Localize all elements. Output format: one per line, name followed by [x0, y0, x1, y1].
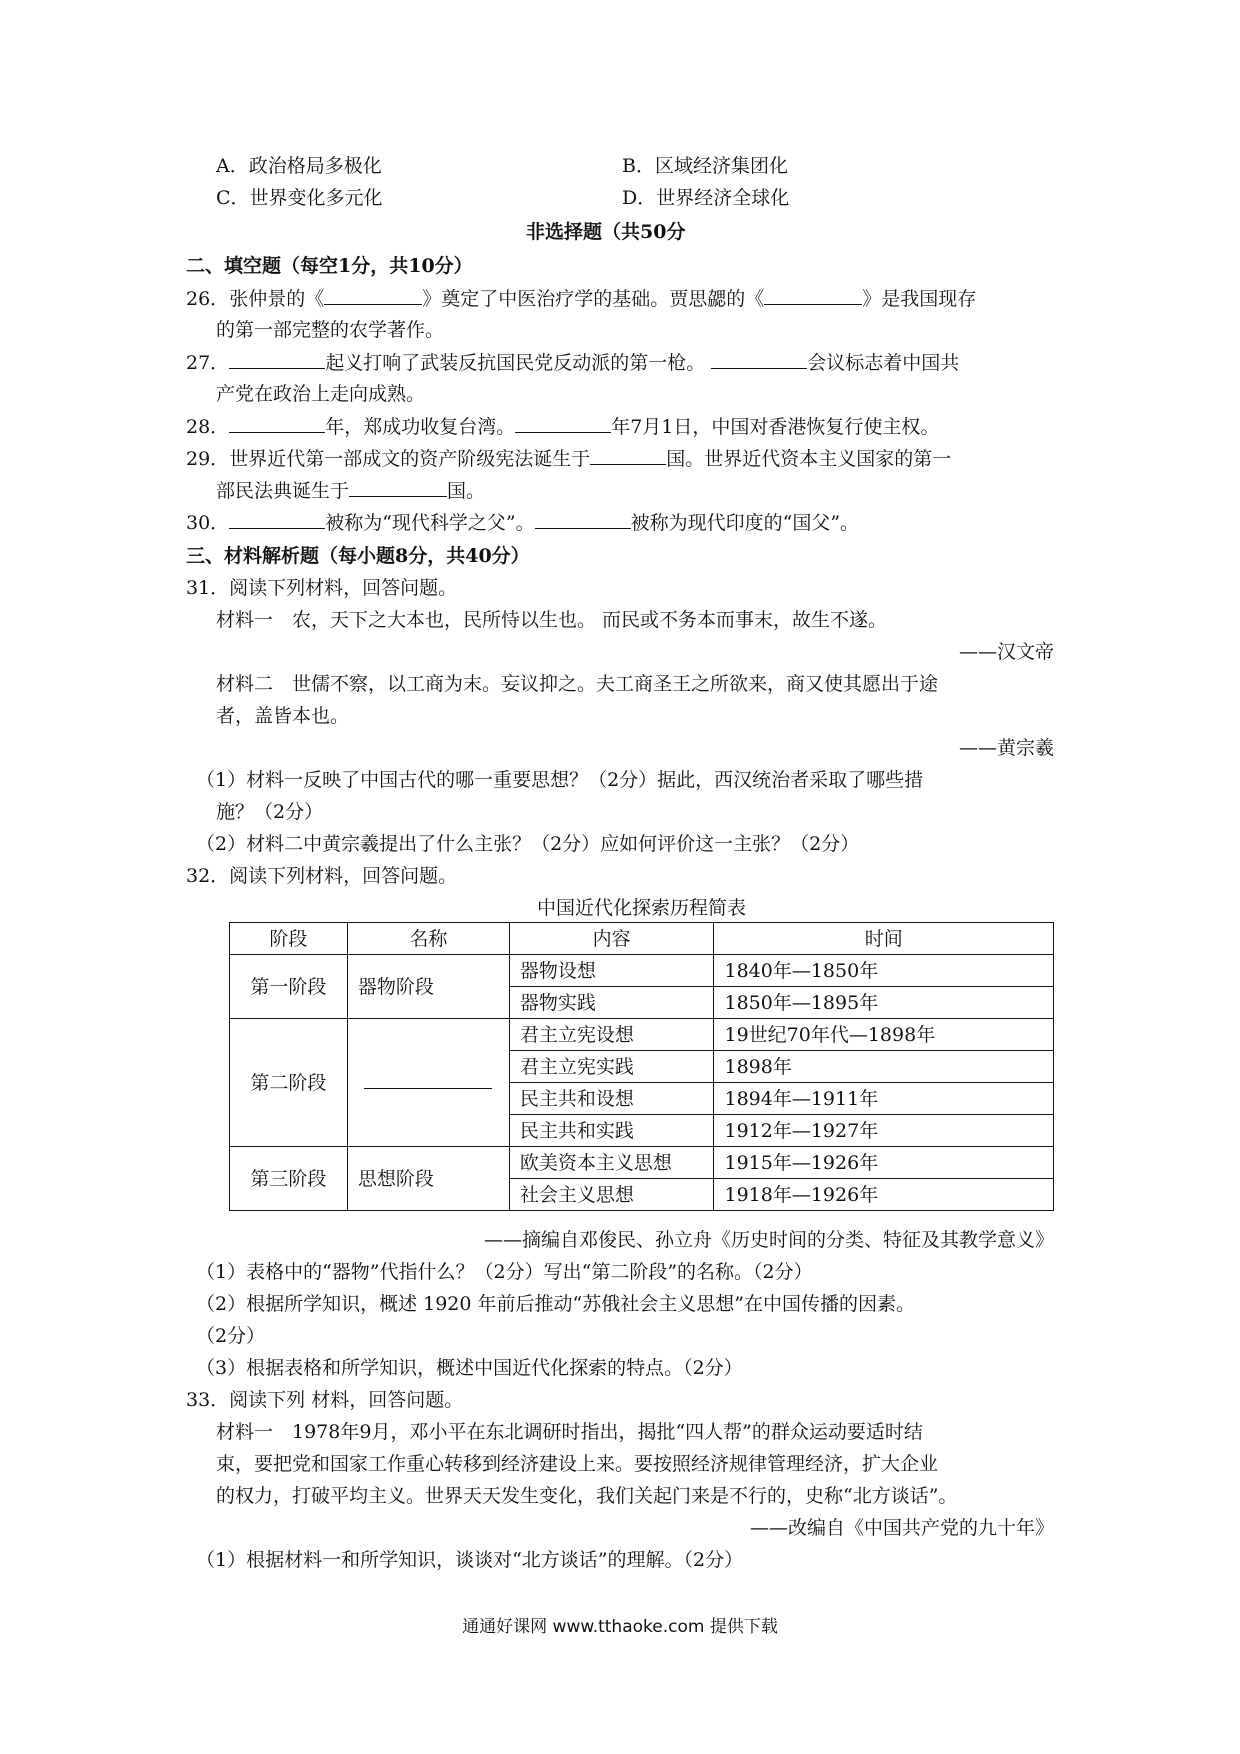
- question-26: 26．张仲景的《 》奠定了中医治疗学的基础。贾思勰的《 》是我国现存: [186, 284, 976, 313]
- time-cell: 1894年—1911年: [714, 1083, 1054, 1115]
- blank[interactable]: [229, 412, 325, 433]
- blank[interactable]: [229, 348, 325, 369]
- content-cell: 器物实践: [509, 987, 714, 1019]
- header-cell: 内容: [509, 923, 714, 955]
- time-cell: 1918年—1926年: [714, 1179, 1054, 1211]
- q33-material-1-source: ——改编自《中国共产党的九十年》: [749, 1517, 1054, 1539]
- blank[interactable]: [229, 508, 325, 529]
- blank[interactable]: [535, 508, 631, 529]
- blank[interactable]: [515, 412, 611, 433]
- time-cell: 1898年: [714, 1051, 1054, 1083]
- q32-sub-2: （2）根据所学知识，概述 1920 年前后推动“苏俄社会主义思想”在中国传播的因素。: [196, 1293, 915, 1315]
- q31-sub-1-line2: 施？（2分）: [216, 801, 324, 823]
- q33-sub-1: （1）根据材料一和所学知识，谈谈对“北方谈话”的理解。（2分）: [196, 1549, 744, 1571]
- q31-material-2-source: ——黄宗羲: [958, 737, 1054, 759]
- option-d: D．世界经济全球化: [622, 187, 790, 209]
- stage-cell: 第三阶段: [230, 1147, 348, 1211]
- content-cell: 民主共和实践: [509, 1115, 714, 1147]
- history-table: [229, 922, 1054, 1211]
- header-cell: 阶段: [230, 923, 348, 955]
- blank[interactable]: [764, 284, 862, 305]
- question-29: 29．世界近代第一部成文的资产阶级宪法诞生于 国。世界近代资本主义国家的第一: [186, 444, 951, 473]
- question-31-stem: 31．阅读下列材料，回答问题。: [186, 577, 458, 599]
- blank[interactable]: [711, 348, 807, 369]
- q33-material-1-line2: 束，要把党和国家工作重心转移到经济建设上来。要按照经济规律管理经济，扩大企业: [216, 1453, 939, 1475]
- name-cell: 思想阶段: [347, 1147, 509, 1211]
- q33-material-1-line3: 的权力，打破平均主义。世界天天发生变化，我们关起门来是不行的，史称“北方谈话”。: [216, 1485, 958, 1507]
- time-cell: 1840年—1850年: [714, 955, 1054, 987]
- question-26-line2: 的第一部完整的农学著作。: [216, 319, 445, 341]
- blank[interactable]: [590, 444, 666, 465]
- q31-sub-1: （1）材料一反映了中国古代的哪一重要思想？（2分）据此，西汉统治者采取了哪些措: [196, 769, 924, 791]
- name-cell: 器物阶段: [347, 955, 509, 1019]
- q32-sub-2-line2: （2分）: [196, 1325, 266, 1347]
- q32-sub-3: （3）根据表格和所学知识，概述中国近代化探索的特点。（2分）: [196, 1357, 743, 1379]
- time-cell: 1915年—1926年: [714, 1147, 1054, 1179]
- question-27-line2: 产党在政治上走向成熟。: [216, 383, 426, 405]
- q31-material-1: 材料一 农，天下之大本也，民所恃以生也。 而民或不务本而事末，故生不遂。: [216, 609, 888, 631]
- content-cell: 民主共和设想: [509, 1083, 714, 1115]
- option-b: B．区域经济集团化: [622, 155, 788, 177]
- header-cell: 时间: [714, 923, 1054, 955]
- question-29-line2: 部民法典诞生于 国。: [216, 476, 485, 505]
- time-cell: 1912年—1927年: [714, 1115, 1054, 1147]
- option-c: C．世界变化多元化: [216, 187, 383, 209]
- table-source: ——摘编自邓俊民、孙立舟《历史时间的分类、特征及其教学意义》: [483, 1229, 1054, 1251]
- table-row: [230, 1147, 1054, 1179]
- stage-cell: 第一阶段: [230, 955, 348, 1019]
- table-header-row: [230, 923, 1054, 955]
- question-32-stem: 32．阅读下列材料，回答问题。: [186, 865, 458, 887]
- fill-section-title: 二、填空题（每空1分，共10分）: [186, 255, 473, 277]
- question-33-stem: 33．阅读下列 材料，回答问题。: [186, 1389, 464, 1411]
- name-blank-cell[interactable]: [347, 1019, 509, 1147]
- blank[interactable]: [364, 1074, 492, 1089]
- table-title: 中国近代化探索历程简表: [536, 897, 746, 919]
- stage-cell: 第二阶段: [230, 1019, 348, 1147]
- part-heading: 非选择题（共50分: [526, 221, 686, 243]
- option-a: A．政治格局多极化: [216, 155, 382, 177]
- question-30: 30． 被称为“现代科学之父”。 被称为现代印度的“国父”。: [186, 508, 859, 537]
- q31-material-2: 材料二 世儒不察，以工商为末。妄议抑之。夫工商圣王之所欲来，商又使其愿出于途: [216, 673, 939, 695]
- content-cell: 器物设想: [509, 955, 714, 987]
- table-row: [230, 955, 1054, 987]
- material-section-title: 三、材料解析题（每小题8分，共40分）: [186, 545, 530, 567]
- time-cell: 19世纪70年代—1898年: [714, 1019, 1054, 1051]
- time-cell: 1850年—1895年: [714, 987, 1054, 1019]
- footer: 通通好课网 www.tthaoke.com 提供下载: [462, 1617, 778, 1637]
- header-cell: 名称: [347, 923, 509, 955]
- question-27: 27． 起义打响了武装反抗国民党反动派的第一枪。 会议标志着中国共: [186, 348, 959, 377]
- q31-sub-2: （2）材料二中黄宗羲提出了什么主张？（2分）应如何评价这一主张？（2分）: [196, 833, 860, 855]
- content-cell: 君主立宪设想: [509, 1019, 714, 1051]
- content-cell: 欧美资本主义思想: [509, 1147, 714, 1179]
- q31-material-1-source: ——汉文帝: [958, 641, 1054, 663]
- q32-sub-1: （1）表格中的“器物”代指什么？（2分）写出“第二阶段”的名称。（2分）: [196, 1261, 813, 1283]
- table-row: [230, 1019, 1054, 1051]
- q33-material-1: 材料一 1978年9月，邓小平在东北调研时指出，揭批“四人帮”的群众运动要适时结: [216, 1421, 923, 1443]
- q31-material-2-line2: 者，盖皆本也。: [216, 705, 350, 727]
- blank[interactable]: [324, 284, 422, 305]
- content-cell: 君主立宪实践: [509, 1051, 714, 1083]
- blank[interactable]: [349, 476, 447, 497]
- question-28: 28． 年，郑成功收复台湾。 年7月1日，中国对香港恢复行使主权。: [186, 412, 939, 441]
- content-cell: 社会主义思想: [509, 1179, 714, 1211]
